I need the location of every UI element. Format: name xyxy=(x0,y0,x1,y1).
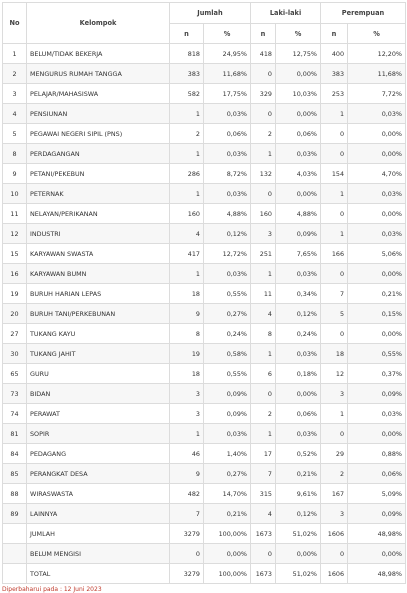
table-row xyxy=(3,384,406,404)
perempuan-n-cell: 2 xyxy=(321,464,348,484)
perempuan-n-cell: 0 xyxy=(321,124,348,144)
laki-n-cell: 4 xyxy=(251,304,276,324)
table-row xyxy=(3,44,406,64)
table-row xyxy=(3,284,406,304)
kelompok-cell: PETERNAK xyxy=(27,184,170,204)
jumlah-n-cell: 7 xyxy=(170,504,204,524)
perempuan-n-cell: 18 xyxy=(321,344,348,364)
kelompok-cell: TUKANG JAHIT xyxy=(27,344,170,364)
laki-n-cell: 1673 xyxy=(251,564,276,584)
laki-pct-cell: 0,00% xyxy=(276,184,321,204)
laki-n-cell: 11 xyxy=(251,284,276,304)
jumlah-n-cell: 9 xyxy=(170,464,204,484)
laki-n-cell: 2 xyxy=(251,404,276,424)
perempuan-n-cell: 29 xyxy=(321,444,348,464)
row-number xyxy=(3,544,27,564)
row-number: 84 xyxy=(3,444,27,464)
perempuan-pct-cell: 0,00% xyxy=(348,204,406,224)
laki-n-cell: 1 xyxy=(251,344,276,364)
row-number xyxy=(3,564,27,584)
kelompok-cell: PEGAWAI NEGERI SIPIL (PNS) xyxy=(27,124,170,144)
laki-n-cell: 132 xyxy=(251,164,276,184)
table-row xyxy=(3,164,406,184)
kelompok-cell: GURU xyxy=(27,364,170,384)
header-no: No xyxy=(3,3,27,44)
jumlah-n-cell: 1 xyxy=(170,104,204,124)
laki-pct-cell: 0,34% xyxy=(276,284,321,304)
jumlah-pct-cell: 11,68% xyxy=(204,64,251,84)
row-number: 9 xyxy=(3,164,27,184)
perempuan-pct-cell: 0,00% xyxy=(348,324,406,344)
perempuan-n-cell: 1606 xyxy=(321,524,348,544)
perempuan-pct-cell: 0,00% xyxy=(348,424,406,444)
kelompok-cell: MENGURUS RUMAH TANGGA xyxy=(27,64,170,84)
kelompok-cell: BIDAN xyxy=(27,384,170,404)
laki-pct-cell: 0,03% xyxy=(276,424,321,444)
jumlah-pct-cell: 0,03% xyxy=(204,264,251,284)
table-row xyxy=(3,344,406,364)
table-body xyxy=(3,44,406,584)
jumlah-n-cell: 4 xyxy=(170,224,204,244)
perempuan-pct-cell: 0,03% xyxy=(348,404,406,424)
laki-pct-cell: 51,02% xyxy=(276,564,321,584)
kelompok-cell: TOTAL xyxy=(27,564,170,584)
table-row xyxy=(3,564,406,584)
row-number: 89 xyxy=(3,504,27,524)
jumlah-pct-cell: 14,70% xyxy=(204,484,251,504)
jumlah-n-cell: 160 xyxy=(170,204,204,224)
perempuan-n-cell: 0 xyxy=(321,144,348,164)
jumlah-pct-cell: 0,00% xyxy=(204,544,251,564)
jumlah-n-cell: 9 xyxy=(170,304,204,324)
laki-n-cell: 329 xyxy=(251,84,276,104)
row-number: 74 xyxy=(3,404,27,424)
kelompok-cell: BELUM MENGISI xyxy=(27,544,170,564)
perempuan-n-cell: 0 xyxy=(321,324,348,344)
kelompok-cell: PEDAGANG xyxy=(27,444,170,464)
perempuan-pct-cell: 0,03% xyxy=(348,224,406,244)
jumlah-n-cell: 46 xyxy=(170,444,204,464)
row-number: 19 xyxy=(3,284,27,304)
row-number: 20 xyxy=(3,304,27,324)
header-jumlah: Jumlah xyxy=(170,3,251,24)
row-number: 11 xyxy=(3,204,27,224)
table-row xyxy=(3,324,406,344)
laki-n-cell: 1 xyxy=(251,424,276,444)
row-number: 4 xyxy=(3,104,27,124)
table-row xyxy=(3,204,406,224)
jumlah-pct-cell: 100,00% xyxy=(204,524,251,544)
laki-pct-cell: 0,03% xyxy=(276,344,321,364)
perempuan-pct-cell: 0,00% xyxy=(348,124,406,144)
jumlah-pct-cell: 0,03% xyxy=(204,104,251,124)
jumlah-pct-cell: 100,00% xyxy=(204,564,251,584)
jumlah-pct-cell: 0,03% xyxy=(204,184,251,204)
perempuan-n-cell: 0 xyxy=(321,204,348,224)
perempuan-pct-cell: 0,09% xyxy=(348,504,406,524)
perempuan-n-cell: 383 xyxy=(321,64,348,84)
jumlah-n-cell: 818 xyxy=(170,44,204,64)
laki-pct-cell: 51,02% xyxy=(276,524,321,544)
table-row xyxy=(3,364,406,384)
laki-pct-cell: 0,03% xyxy=(276,264,321,284)
table-row xyxy=(3,184,406,204)
row-number xyxy=(3,524,27,544)
table-row xyxy=(3,304,406,324)
laki-n-cell: 0 xyxy=(251,544,276,564)
jumlah-pct-cell: 0,58% xyxy=(204,344,251,364)
perempuan-pct-cell: 0,55% xyxy=(348,344,406,364)
jumlah-n-cell: 1 xyxy=(170,144,204,164)
jumlah-pct-cell: 0,55% xyxy=(204,284,251,304)
perempuan-n-cell: 3 xyxy=(321,504,348,524)
row-number: 5 xyxy=(3,124,27,144)
table-row xyxy=(3,464,406,484)
table-row xyxy=(3,444,406,464)
row-number: 3 xyxy=(3,84,27,104)
perempuan-n-cell: 1 xyxy=(321,184,348,204)
jumlah-pct-cell: 0,12% xyxy=(204,224,251,244)
laki-pct-cell: 0,06% xyxy=(276,404,321,424)
jumlah-pct-cell: 0,27% xyxy=(204,304,251,324)
laki-n-cell: 0 xyxy=(251,184,276,204)
laki-n-cell: 251 xyxy=(251,244,276,264)
jumlah-pct-cell: 1,40% xyxy=(204,444,251,464)
perempuan-n-cell: 0 xyxy=(321,544,348,564)
jumlah-pct-cell: 0,06% xyxy=(204,124,251,144)
perempuan-pct-cell: 5,09% xyxy=(348,484,406,504)
header-perempuan-pct: % xyxy=(348,24,406,44)
perempuan-pct-cell: 48,98% xyxy=(348,564,406,584)
jumlah-pct-cell: 24,95% xyxy=(204,44,251,64)
laki-pct-cell: 0,03% xyxy=(276,144,321,164)
perempuan-pct-cell: 0,06% xyxy=(348,464,406,484)
perempuan-pct-cell: 7,72% xyxy=(348,84,406,104)
jumlah-n-cell: 582 xyxy=(170,84,204,104)
occupation-table xyxy=(2,2,406,584)
row-number: 12 xyxy=(3,224,27,244)
table-row xyxy=(3,64,406,84)
jumlah-n-cell: 18 xyxy=(170,284,204,304)
row-number: 15 xyxy=(3,244,27,264)
row-number: 8 xyxy=(3,144,27,164)
laki-pct-cell: 0,52% xyxy=(276,444,321,464)
laki-n-cell: 6 xyxy=(251,364,276,384)
kelompok-cell: SOPIR xyxy=(27,424,170,444)
laki-pct-cell: 0,12% xyxy=(276,304,321,324)
row-number: 30 xyxy=(3,344,27,364)
row-number: 27 xyxy=(3,324,27,344)
table-row xyxy=(3,544,406,564)
row-number: 10 xyxy=(3,184,27,204)
kelompok-cell: PENSIUNAN xyxy=(27,104,170,124)
perempuan-pct-cell: 0,00% xyxy=(348,544,406,564)
perempuan-pct-cell: 4,70% xyxy=(348,164,406,184)
laki-pct-cell: 4,03% xyxy=(276,164,321,184)
laki-pct-cell: 7,65% xyxy=(276,244,321,264)
laki-n-cell: 1 xyxy=(251,144,276,164)
perempuan-pct-cell: 48,98% xyxy=(348,524,406,544)
table-row xyxy=(3,484,406,504)
jumlah-n-cell: 3 xyxy=(170,404,204,424)
laki-pct-cell: 0,00% xyxy=(276,104,321,124)
row-number: 65 xyxy=(3,364,27,384)
row-number: 88 xyxy=(3,484,27,504)
perempuan-n-cell: 1606 xyxy=(321,564,348,584)
jumlah-n-cell: 0 xyxy=(170,544,204,564)
header-jumlah-n: n xyxy=(170,24,204,44)
perempuan-pct-cell: 0,09% xyxy=(348,384,406,404)
kelompok-cell: NELAYAN/PERIKANAN xyxy=(27,204,170,224)
laki-n-cell: 1 xyxy=(251,264,276,284)
table-row xyxy=(3,264,406,284)
kelompok-cell: PERAWAT xyxy=(27,404,170,424)
laki-n-cell: 0 xyxy=(251,64,276,84)
jumlah-pct-cell: 0,21% xyxy=(204,504,251,524)
table-row xyxy=(3,104,406,124)
perempuan-pct-cell: 0,03% xyxy=(348,184,406,204)
perempuan-n-cell: 167 xyxy=(321,484,348,504)
kelompok-cell: KARYAWAN SWASTA xyxy=(27,244,170,264)
perempuan-n-cell: 1 xyxy=(321,224,348,244)
laki-pct-cell: 0,09% xyxy=(276,224,321,244)
jumlah-n-cell: 286 xyxy=(170,164,204,184)
header-perempuan: Perempuan xyxy=(321,3,406,24)
kelompok-cell: PETANI/PEKEBUN xyxy=(27,164,170,184)
header-laki-n: n xyxy=(251,24,276,44)
perempuan-pct-cell: 0,15% xyxy=(348,304,406,324)
perempuan-n-cell: 5 xyxy=(321,304,348,324)
jumlah-n-cell: 3 xyxy=(170,384,204,404)
perempuan-n-cell: 0 xyxy=(321,264,348,284)
perempuan-n-cell: 1 xyxy=(321,404,348,424)
laki-pct-cell: 0,12% xyxy=(276,504,321,524)
laki-pct-cell: 0,18% xyxy=(276,364,321,384)
laki-n-cell: 315 xyxy=(251,484,276,504)
kelompok-cell: JUMLAH xyxy=(27,524,170,544)
table-row xyxy=(3,424,406,444)
jumlah-n-cell: 8 xyxy=(170,324,204,344)
table-row xyxy=(3,244,406,264)
laki-pct-cell: 10,03% xyxy=(276,84,321,104)
jumlah-pct-cell: 0,03% xyxy=(204,424,251,444)
jumlah-n-cell: 3279 xyxy=(170,564,204,584)
laki-n-cell: 2 xyxy=(251,124,276,144)
perempuan-n-cell: 12 xyxy=(321,364,348,384)
perempuan-pct-cell: 0,00% xyxy=(348,144,406,164)
jumlah-n-cell: 1 xyxy=(170,264,204,284)
laki-pct-cell: 0,06% xyxy=(276,124,321,144)
jumlah-pct-cell: 0,27% xyxy=(204,464,251,484)
kelompok-cell: PERANGKAT DESA xyxy=(27,464,170,484)
laki-pct-cell: 0,21% xyxy=(276,464,321,484)
table-row xyxy=(3,144,406,164)
perempuan-pct-cell: 0,88% xyxy=(348,444,406,464)
laki-n-cell: 3 xyxy=(251,224,276,244)
row-number: 73 xyxy=(3,384,27,404)
kelompok-cell: TUKANG KAYU xyxy=(27,324,170,344)
perempuan-n-cell: 0 xyxy=(321,424,348,444)
jumlah-pct-cell: 0,24% xyxy=(204,324,251,344)
laki-n-cell: 17 xyxy=(251,444,276,464)
perempuan-pct-cell: 0,21% xyxy=(348,284,406,304)
perempuan-pct-cell: 0,00% xyxy=(348,264,406,284)
jumlah-n-cell: 1 xyxy=(170,184,204,204)
laki-n-cell: 0 xyxy=(251,384,276,404)
perempuan-n-cell: 3 xyxy=(321,384,348,404)
kelompok-cell: PELAJAR/MAHASISWA xyxy=(27,84,170,104)
perempuan-pct-cell: 0,03% xyxy=(348,104,406,124)
laki-pct-cell: 4,88% xyxy=(276,204,321,224)
table-row xyxy=(3,404,406,424)
jumlah-n-cell: 1 xyxy=(170,424,204,444)
jumlah-n-cell: 383 xyxy=(170,64,204,84)
table-row xyxy=(3,124,406,144)
jumlah-pct-cell: 17,75% xyxy=(204,84,251,104)
kelompok-cell: BELUM/TIDAK BEKERJA xyxy=(27,44,170,64)
kelompok-cell: LAINNYA xyxy=(27,504,170,524)
kelompok-cell: KARYAWAN BUMN xyxy=(27,264,170,284)
table-row xyxy=(3,224,406,244)
perempuan-n-cell: 1 xyxy=(321,104,348,124)
laki-n-cell: 4 xyxy=(251,504,276,524)
jumlah-pct-cell: 0,09% xyxy=(204,404,251,424)
row-number: 81 xyxy=(3,424,27,444)
row-number: 1 xyxy=(3,44,27,64)
row-number: 2 xyxy=(3,64,27,84)
header-laki-laki: Laki-laki xyxy=(251,3,321,24)
perempuan-n-cell: 253 xyxy=(321,84,348,104)
perempuan-pct-cell: 12,20% xyxy=(348,44,406,64)
kelompok-cell: BURUH HARIAN LEPAS xyxy=(27,284,170,304)
header-laki-pct: % xyxy=(276,24,321,44)
perempuan-pct-cell: 11,68% xyxy=(348,64,406,84)
laki-pct-cell: 9,61% xyxy=(276,484,321,504)
perempuan-pct-cell: 0,37% xyxy=(348,364,406,384)
perempuan-n-cell: 7 xyxy=(321,284,348,304)
perempuan-n-cell: 154 xyxy=(321,164,348,184)
jumlah-n-cell: 19 xyxy=(170,344,204,364)
jumlah-n-cell: 417 xyxy=(170,244,204,264)
kelompok-cell: PERDAGANGAN xyxy=(27,144,170,164)
header-perempuan-n: n xyxy=(321,24,348,44)
laki-pct-cell: 0,00% xyxy=(276,64,321,84)
jumlah-pct-cell: 8,72% xyxy=(204,164,251,184)
jumlah-pct-cell: 4,88% xyxy=(204,204,251,224)
kelompok-cell: INDUSTRI xyxy=(27,224,170,244)
laki-n-cell: 1673 xyxy=(251,524,276,544)
jumlah-pct-cell: 0,09% xyxy=(204,384,251,404)
laki-n-cell: 418 xyxy=(251,44,276,64)
perempuan-n-cell: 166 xyxy=(321,244,348,264)
laki-pct-cell: 12,75% xyxy=(276,44,321,64)
kelompok-cell: BURUH TANI/PERKEBUNAN xyxy=(27,304,170,324)
jumlah-n-cell: 482 xyxy=(170,484,204,504)
row-number: 16 xyxy=(3,264,27,284)
jumlah-pct-cell: 0,55% xyxy=(204,364,251,384)
laki-pct-cell: 0,00% xyxy=(276,384,321,404)
perempuan-pct-cell: 5,06% xyxy=(348,244,406,264)
laki-pct-cell: 0,24% xyxy=(276,324,321,344)
jumlah-n-cell: 3279 xyxy=(170,524,204,544)
row-number: 85 xyxy=(3,464,27,484)
jumlah-n-cell: 2 xyxy=(170,124,204,144)
table-row xyxy=(3,84,406,104)
kelompok-cell: WIRASWASTA xyxy=(27,484,170,504)
laki-pct-cell: 0,00% xyxy=(276,544,321,564)
header-kelompok: Kelompok xyxy=(27,3,170,44)
header-jumlah-pct: % xyxy=(204,24,251,44)
laki-n-cell: 0 xyxy=(251,104,276,124)
perempuan-n-cell: 400 xyxy=(321,44,348,64)
source-note: Diperbaharui pada : 12 Juni 2023 xyxy=(2,586,102,593)
laki-n-cell: 7 xyxy=(251,464,276,484)
jumlah-n-cell: 18 xyxy=(170,364,204,384)
table-row xyxy=(3,524,406,544)
table-row xyxy=(3,504,406,524)
laki-n-cell: 160 xyxy=(251,204,276,224)
laki-n-cell: 8 xyxy=(251,324,276,344)
jumlah-pct-cell: 0,03% xyxy=(204,144,251,164)
jumlah-pct-cell: 12,72% xyxy=(204,244,251,264)
